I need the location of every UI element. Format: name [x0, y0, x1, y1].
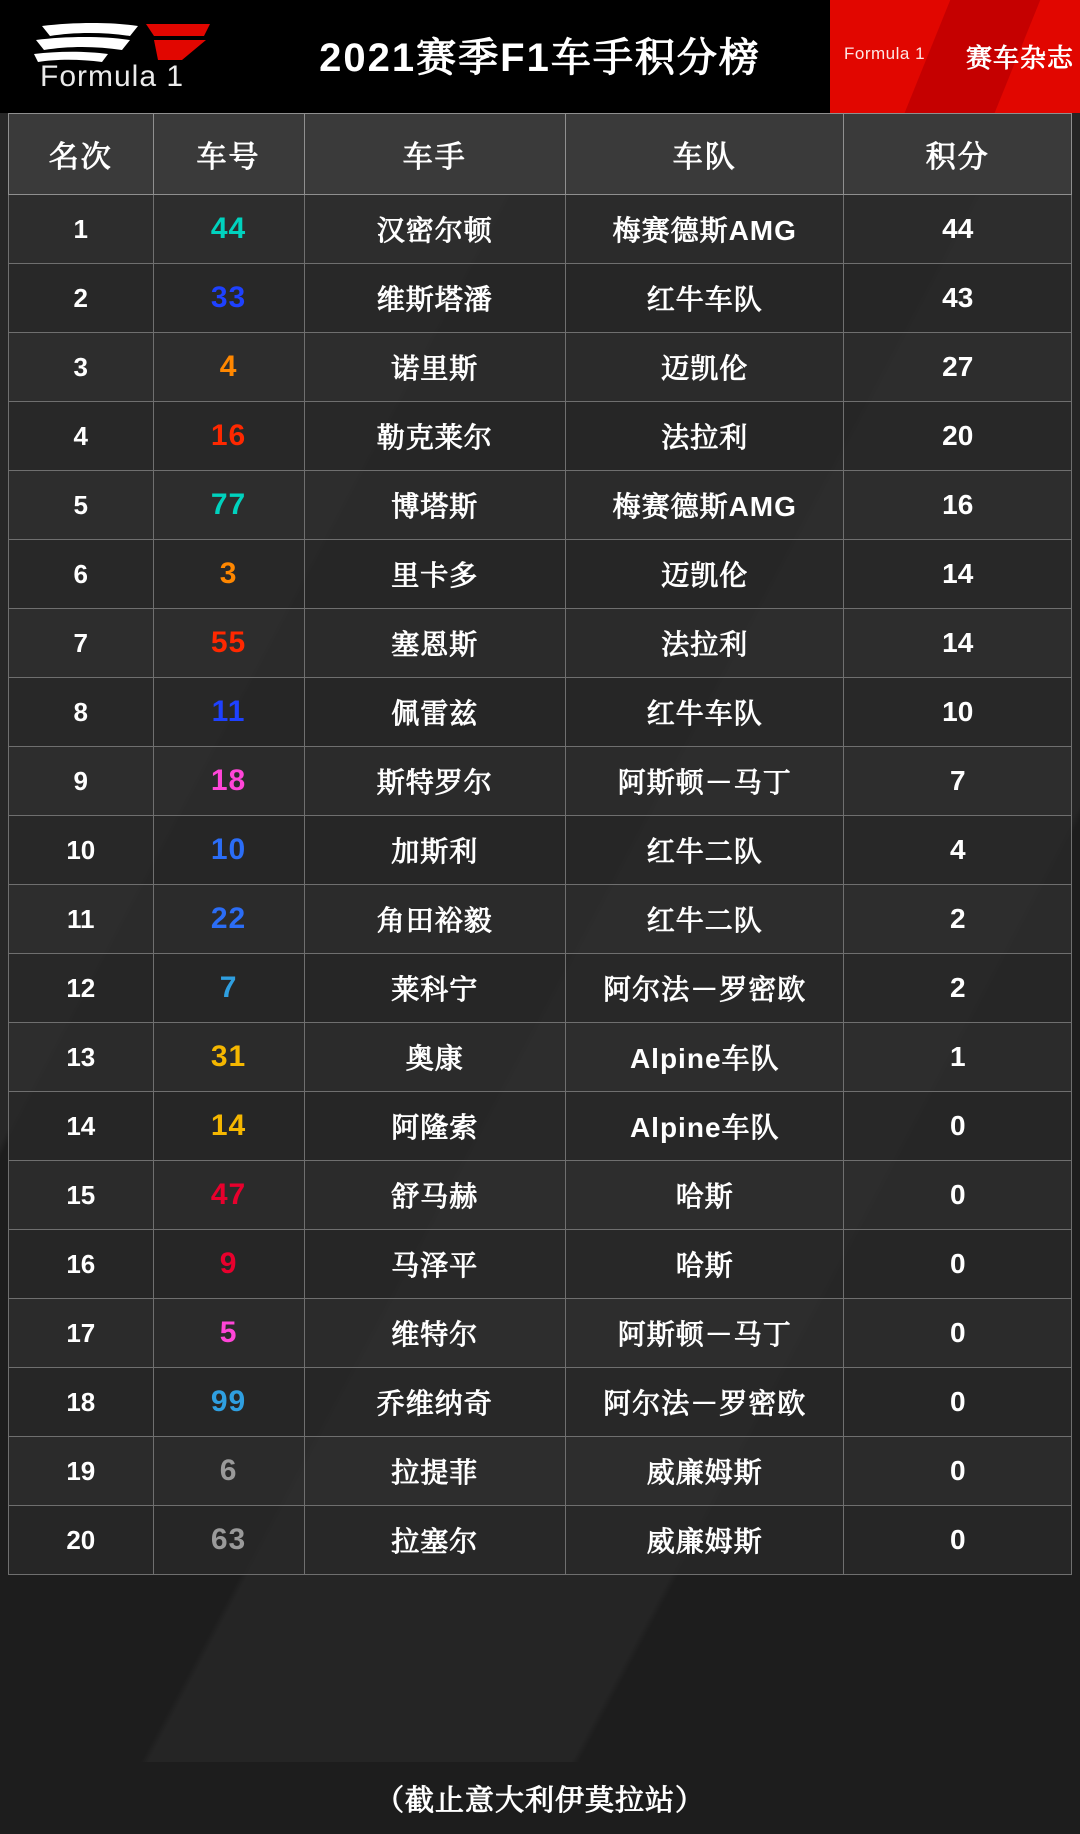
cell-team: 威廉姆斯 — [565, 1437, 844, 1506]
cell-number: 7 — [153, 954, 304, 1023]
cell-number: 14 — [153, 1092, 304, 1161]
cell-points: 2 — [844, 954, 1072, 1023]
column-header-driver: 车手 — [304, 114, 565, 195]
badge-text: 赛车杂志 — [965, 43, 1074, 73]
cell-points: 7 — [844, 747, 1072, 816]
cell-driver: 马泽平 — [304, 1230, 565, 1299]
cell-points: 4 — [844, 816, 1072, 885]
cell-points: 16 — [844, 471, 1072, 540]
table-header — [9, 114, 1072, 195]
cell-number: 31 — [153, 1023, 304, 1092]
page-title: 2021赛季F1车手积分榜 — [319, 36, 761, 80]
cell-points: 10 — [844, 678, 1072, 747]
footer-note: （截止意大利伊莫拉站） — [0, 1762, 1080, 1834]
cell-points: 0 — [844, 1092, 1072, 1161]
cell-driver: 诺里斯 — [304, 333, 565, 402]
table-row — [9, 1437, 1072, 1506]
cell-team: 红牛二队 — [565, 885, 844, 954]
table-row — [9, 1299, 1072, 1368]
cell-rank: 18 — [9, 1368, 154, 1437]
cell-points: 0 — [844, 1230, 1072, 1299]
cell-points: 0 — [844, 1161, 1072, 1230]
cell-driver: 拉塞尔 — [304, 1506, 565, 1575]
cell-number: 77 — [153, 471, 304, 540]
cell-driver: 角田裕毅 — [304, 885, 565, 954]
cell-number: 6 — [153, 1437, 304, 1506]
table-row — [9, 540, 1072, 609]
table-row — [9, 816, 1072, 885]
table-row — [9, 264, 1072, 333]
table-row — [9, 1368, 1072, 1437]
cell-points: 0 — [844, 1299, 1072, 1368]
cell-team: 迈凯伦 — [565, 540, 844, 609]
table-row — [9, 1023, 1072, 1092]
cell-points: 0 — [844, 1437, 1072, 1506]
cell-number: 11 — [153, 678, 304, 747]
cell-number: 10 — [153, 816, 304, 885]
cell-rank: 10 — [9, 816, 154, 885]
cell-number: 4 — [153, 333, 304, 402]
cell-driver: 勒克莱尔 — [304, 402, 565, 471]
cell-points: 43 — [844, 264, 1072, 333]
cell-team: 梅赛德斯AMG — [565, 195, 844, 264]
cell-rank: 12 — [9, 954, 154, 1023]
cell-driver: 维斯塔潘 — [304, 264, 565, 333]
cell-team: 法拉利 — [565, 609, 844, 678]
cell-rank: 1 — [9, 195, 154, 264]
cell-team: 迈凯伦 — [565, 333, 844, 402]
table-body — [9, 195, 1072, 1575]
cell-rank: 17 — [9, 1299, 154, 1368]
cell-driver: 斯特罗尔 — [304, 747, 565, 816]
cell-number: 3 — [153, 540, 304, 609]
cell-driver: 里卡多 — [304, 540, 565, 609]
cell-points: 44 — [844, 195, 1072, 264]
cell-team: 梅赛德斯AMG — [565, 471, 844, 540]
cell-number: 47 — [153, 1161, 304, 1230]
cell-driver: 奥康 — [304, 1023, 565, 1092]
table-row — [9, 678, 1072, 747]
cell-rank: 20 — [9, 1506, 154, 1575]
cell-number: 55 — [153, 609, 304, 678]
cell-rank: 2 — [9, 264, 154, 333]
cell-number: 22 — [153, 885, 304, 954]
table-row — [9, 1506, 1072, 1575]
cell-team: 阿尔法－罗密欧 — [565, 1368, 844, 1437]
cell-points: 1 — [844, 1023, 1072, 1092]
cell-team: 哈斯 — [565, 1230, 844, 1299]
column-header-points: 积分 — [844, 114, 1072, 195]
cell-driver: 舒马赫 — [304, 1161, 565, 1230]
cell-rank: 5 — [9, 471, 154, 540]
cell-rank: 7 — [9, 609, 154, 678]
table-row — [9, 885, 1072, 954]
cell-points: 14 — [844, 540, 1072, 609]
cell-number: 9 — [153, 1230, 304, 1299]
cell-points: 20 — [844, 402, 1072, 471]
cell-driver: 佩雷兹 — [304, 678, 565, 747]
cell-driver: 加斯利 — [304, 816, 565, 885]
table-row — [9, 954, 1072, 1023]
cell-team: Alpine车队 — [565, 1092, 844, 1161]
cell-team: 阿斯顿－马丁 — [565, 747, 844, 816]
table-row — [9, 333, 1072, 402]
cell-team: Alpine车队 — [565, 1023, 844, 1092]
cell-rank: 11 — [9, 885, 154, 954]
cell-rank: 19 — [9, 1437, 154, 1506]
column-header-rank: 名次 — [9, 114, 154, 195]
cell-rank: 16 — [9, 1230, 154, 1299]
cell-team: 法拉利 — [565, 402, 844, 471]
cell-rank: 15 — [9, 1161, 154, 1230]
header-bar — [0, 0, 1080, 113]
cell-driver: 拉提菲 — [304, 1437, 565, 1506]
cell-number: 33 — [153, 264, 304, 333]
standings-table-wrapper — [0, 113, 1080, 1762]
table-header-row — [9, 114, 1072, 195]
table-row — [9, 195, 1072, 264]
table-row — [9, 402, 1072, 471]
standings-table — [8, 113, 1072, 1575]
cell-number: 99 — [153, 1368, 304, 1437]
cell-driver: 莱科宁 — [304, 954, 565, 1023]
cell-team: 威廉姆斯 — [565, 1506, 844, 1575]
cell-rank: 6 — [9, 540, 154, 609]
cell-team: 红牛车队 — [565, 264, 844, 333]
column-header-number: 车号 — [153, 114, 304, 195]
cell-points: 27 — [844, 333, 1072, 402]
cell-number: 63 — [153, 1506, 304, 1575]
table-row — [9, 1092, 1072, 1161]
cell-driver: 汉密尔顿 — [304, 195, 565, 264]
cell-rank: 3 — [9, 333, 154, 402]
table-row — [9, 471, 1072, 540]
cell-driver: 阿隆索 — [304, 1092, 565, 1161]
cell-driver: 博塔斯 — [304, 471, 565, 540]
table-row — [9, 747, 1072, 816]
cell-driver: 塞恩斯 — [304, 609, 565, 678]
table-row — [9, 1161, 1072, 1230]
cell-rank: 13 — [9, 1023, 154, 1092]
cell-team: 哈斯 — [565, 1161, 844, 1230]
cell-rank: 8 — [9, 678, 154, 747]
badge-logo-wordmark: Formula 1 — [844, 44, 926, 63]
cell-number: 5 — [153, 1299, 304, 1368]
cell-team: 阿尔法－罗密欧 — [565, 954, 844, 1023]
cell-rank: 9 — [9, 747, 154, 816]
cell-number: 18 — [153, 747, 304, 816]
cell-number: 44 — [153, 195, 304, 264]
cell-team: 红牛车队 — [565, 678, 844, 747]
publisher-badge — [830, 0, 1080, 113]
table-row — [9, 1230, 1072, 1299]
cell-team: 红牛二队 — [565, 816, 844, 885]
cell-points: 2 — [844, 885, 1072, 954]
cell-rank: 4 — [9, 402, 154, 471]
f1-logo-wordmark: Formula 1 — [40, 60, 185, 93]
cell-driver: 维特尔 — [304, 1299, 565, 1368]
cell-rank: 14 — [9, 1092, 154, 1161]
cell-team: 阿斯顿－马丁 — [565, 1299, 844, 1368]
cell-points: 0 — [844, 1506, 1072, 1575]
table-row — [9, 609, 1072, 678]
cell-number: 16 — [153, 402, 304, 471]
cell-driver: 乔维纳奇 — [304, 1368, 565, 1437]
column-header-team: 车队 — [565, 114, 844, 195]
cell-points: 0 — [844, 1368, 1072, 1437]
cell-points: 14 — [844, 609, 1072, 678]
